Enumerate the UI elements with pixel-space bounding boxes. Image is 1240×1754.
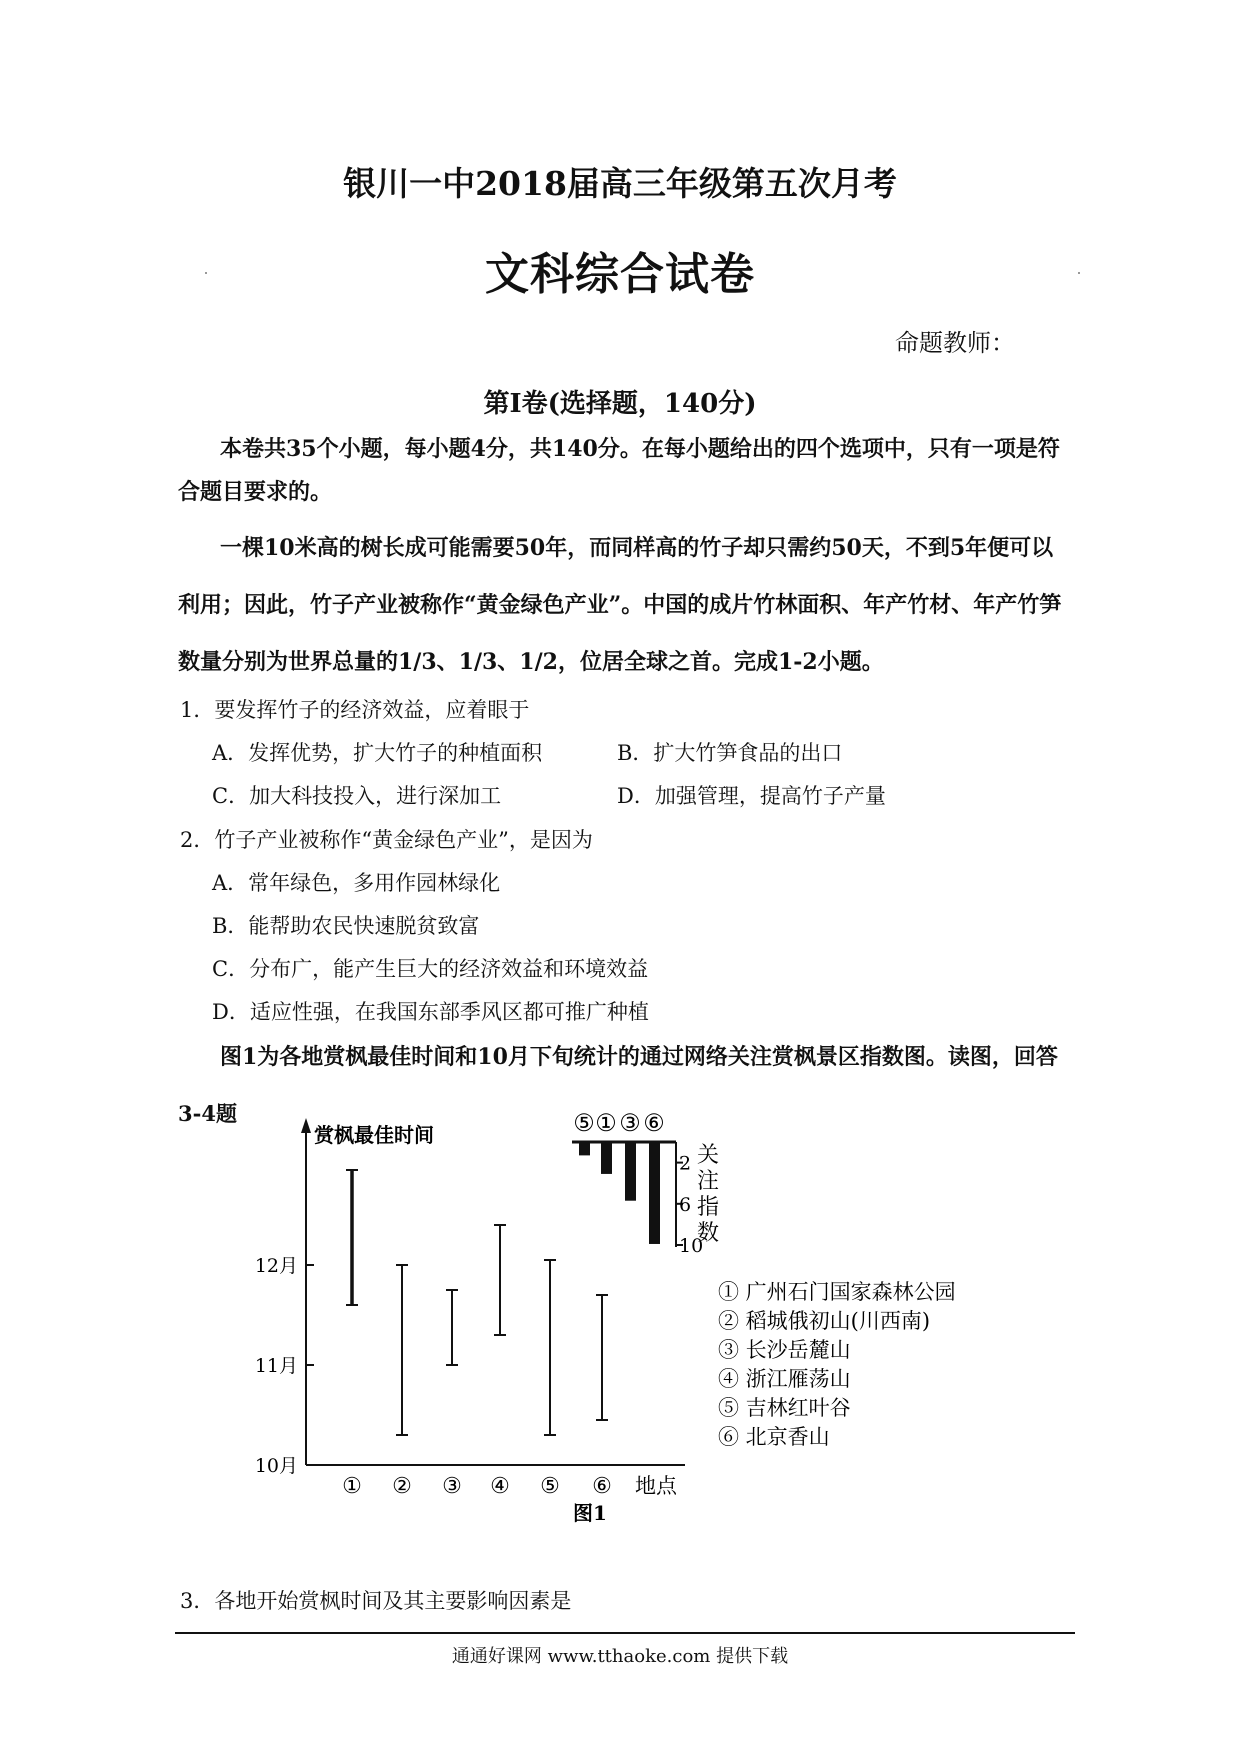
bar-category-label: ③ — [619, 1109, 641, 1137]
footer-divider — [175, 1632, 1075, 1634]
question-2-stem: 2．竹子产业被称作“黄金绿色产业”，是因为 — [180, 828, 593, 852]
footer-text: 通通好课网 www.tthaoke.com 提供下载 — [451, 1646, 789, 1667]
bar-y-axis-label-char: 数 — [696, 1221, 720, 1246]
x-category-label: ⑥ — [592, 1474, 612, 1499]
figure-intro-cont: 3-4题 — [178, 1101, 237, 1126]
bar-category-label: ⑥ — [643, 1109, 665, 1137]
passage-1: 一棵10米高的树长成可能需要50年，而同样高的竹子却只需约50天，不到5年便可以利用；因此，竹子产业被称作“黄金绿色产业”。中国的成片竹林面积、年产竹材、年产竹笋数量分别为世界总量的1/3、1/3、1/2，位居全球之首。完成1-2小题。 — [178, 535, 1062, 676]
y-axis-label: 赏枫最佳时间 — [314, 1123, 434, 1147]
attention-bar — [601, 1142, 612, 1174]
q2-option-a: A．常年绿色，多用作园林绿化 — [212, 871, 501, 895]
q2-option-d: D．适应性强，在我国东部季风区都可推广种植 — [212, 1000, 649, 1024]
q2-option-b: B．能帮助农民快速脱贫致富 — [212, 914, 480, 938]
q1-option-d: D．加强管理，提高竹子产量 — [617, 784, 886, 808]
x-category-label: ① — [342, 1474, 362, 1499]
scan-dot — [1078, 272, 1080, 274]
main-range-chart — [255, 1118, 685, 1525]
bar-y-tick-label: 2 — [679, 1152, 692, 1175]
q1-option-b: B．扩大竹笋食品的出口 — [617, 741, 843, 765]
bar-y-axis-label-char: 注 — [696, 1169, 720, 1194]
attention-bar — [579, 1142, 590, 1155]
chart-legend — [718, 1280, 956, 1449]
legend-item: ⑥ 北京香山 — [718, 1425, 830, 1449]
bar-category-label: ① — [595, 1109, 617, 1137]
legend-item: ② 稻城俄初山(川西南) — [718, 1309, 931, 1333]
question-1-stem: 1．要发挥竹子的经济效益，应着眼于 — [180, 698, 530, 722]
attention-bar-chart — [572, 1109, 719, 1257]
x-category-label: ④ — [490, 1474, 510, 1499]
bar-y-tick-label: 10 — [679, 1235, 704, 1257]
x-category-label: ② — [392, 1474, 412, 1499]
q1-option-a: A．发挥优势，扩大竹子的种植面积 — [212, 741, 543, 765]
x-category-label: ⑤ — [540, 1474, 560, 1499]
subject-title: 文科综合试卷 — [485, 249, 755, 300]
bar-y-axis-label-char: 关 — [696, 1143, 720, 1168]
y-axis-arrow — [301, 1118, 311, 1133]
setter-label: 命题教师： — [895, 329, 1015, 357]
legend-item: ④ 浙江雁荡山 — [718, 1367, 851, 1391]
figure-1-chart — [0, 1100, 1240, 1525]
y-tick-label: 10月 — [254, 1455, 298, 1477]
school-title: 银川一中2018届高三年级第五次月考 — [343, 164, 897, 203]
scan-dot — [205, 272, 207, 274]
y-tick-label: 11月 — [254, 1355, 298, 1377]
question-3-stem: 3．各地开始赏枫时间及其主要影响因素是 — [180, 1589, 572, 1613]
section-title: 第Ⅰ卷(选择题，140分) — [483, 389, 757, 419]
bar-y-axis-label-char: 指 — [696, 1195, 720, 1220]
instructions: 本卷共35个小题，每小题4分，共140分。在每小题给出的四个选项中，只有一项是符合题目要求的。 — [178, 436, 1060, 505]
x-category-label: ③ — [442, 1474, 462, 1499]
attention-bar — [625, 1142, 636, 1201]
legend-item: ③ 长沙岳麓山 — [718, 1338, 851, 1362]
y-tick-label: 12月 — [254, 1255, 298, 1277]
figure-intro: 图1为各地赏枫最佳时间和10月下旬统计的通过网络关注赏枫景区指数图。读图，回答 — [220, 1044, 1058, 1070]
q2-option-c: C．分布广，能产生巨大的经济效益和环境效益 — [212, 957, 649, 981]
legend-item: ① 广州石门国家森林公园 — [718, 1280, 956, 1304]
x-axis-label: 地点 — [635, 1474, 677, 1498]
figure-caption: 图1 — [573, 1501, 607, 1525]
bar-y-tick-label: 6 — [679, 1193, 692, 1216]
bar-category-label: ⑤ — [573, 1109, 595, 1137]
legend-item: ⑤ 吉林红叶谷 — [718, 1396, 851, 1420]
attention-bar — [649, 1142, 660, 1244]
q1-option-c: C．加大科技投入，进行深加工 — [212, 784, 502, 808]
